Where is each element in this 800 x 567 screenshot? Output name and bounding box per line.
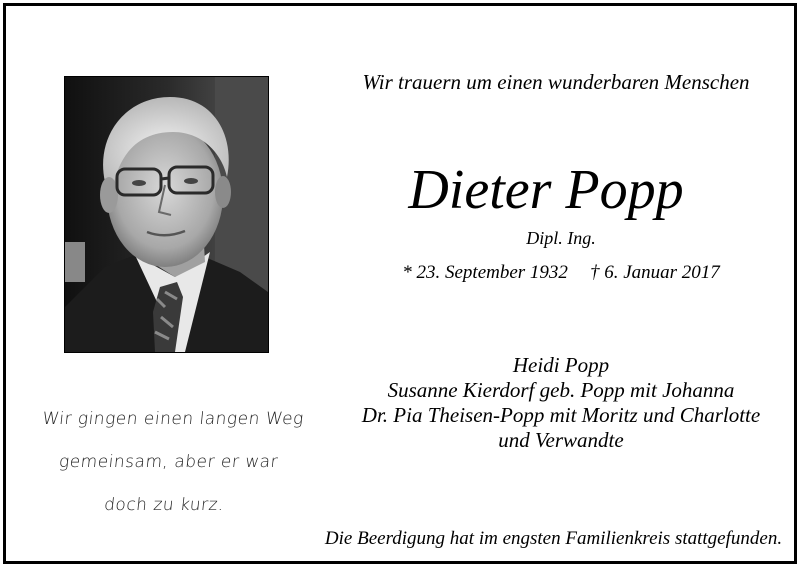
headline: Wir trauern um einen wunderbaren Menschen — [362, 70, 750, 94]
memorial-quote — [19, 398, 318, 527]
academic-title: Dipl. Ing. — [526, 228, 596, 248]
birth-date: * 23. September 1932 — [402, 262, 568, 283]
portrait-image — [65, 77, 268, 352]
funeral-note: Die Beerdigung hat im engsten Familienkreis stattgefunden. — [324, 528, 783, 549]
obituary-frame — [3, 3, 797, 564]
portrait-photo — [64, 76, 269, 353]
mourner-line: Susanne Kierdorf geb. Popp mit Johanna — [387, 378, 735, 402]
mourners-list — [336, 353, 786, 453]
quote-line: gemeinsam, aber er war — [57, 452, 280, 472]
mourner-line: Dr. Pia Theisen-Popp mit Moritz und Charlotte — [361, 403, 761, 427]
mourner-line: Heidi Popp — [512, 353, 610, 377]
life-dates — [336, 262, 786, 284]
quote-line: doch zu kurz. — [103, 495, 225, 515]
mourner-line: und Verwandte — [498, 428, 624, 452]
death-date: † 6. Januar 2017 — [589, 262, 720, 283]
deceased-name: Dieter Popp — [408, 159, 684, 221]
quote-line: Wir gingen einen langen Weg — [41, 409, 305, 429]
